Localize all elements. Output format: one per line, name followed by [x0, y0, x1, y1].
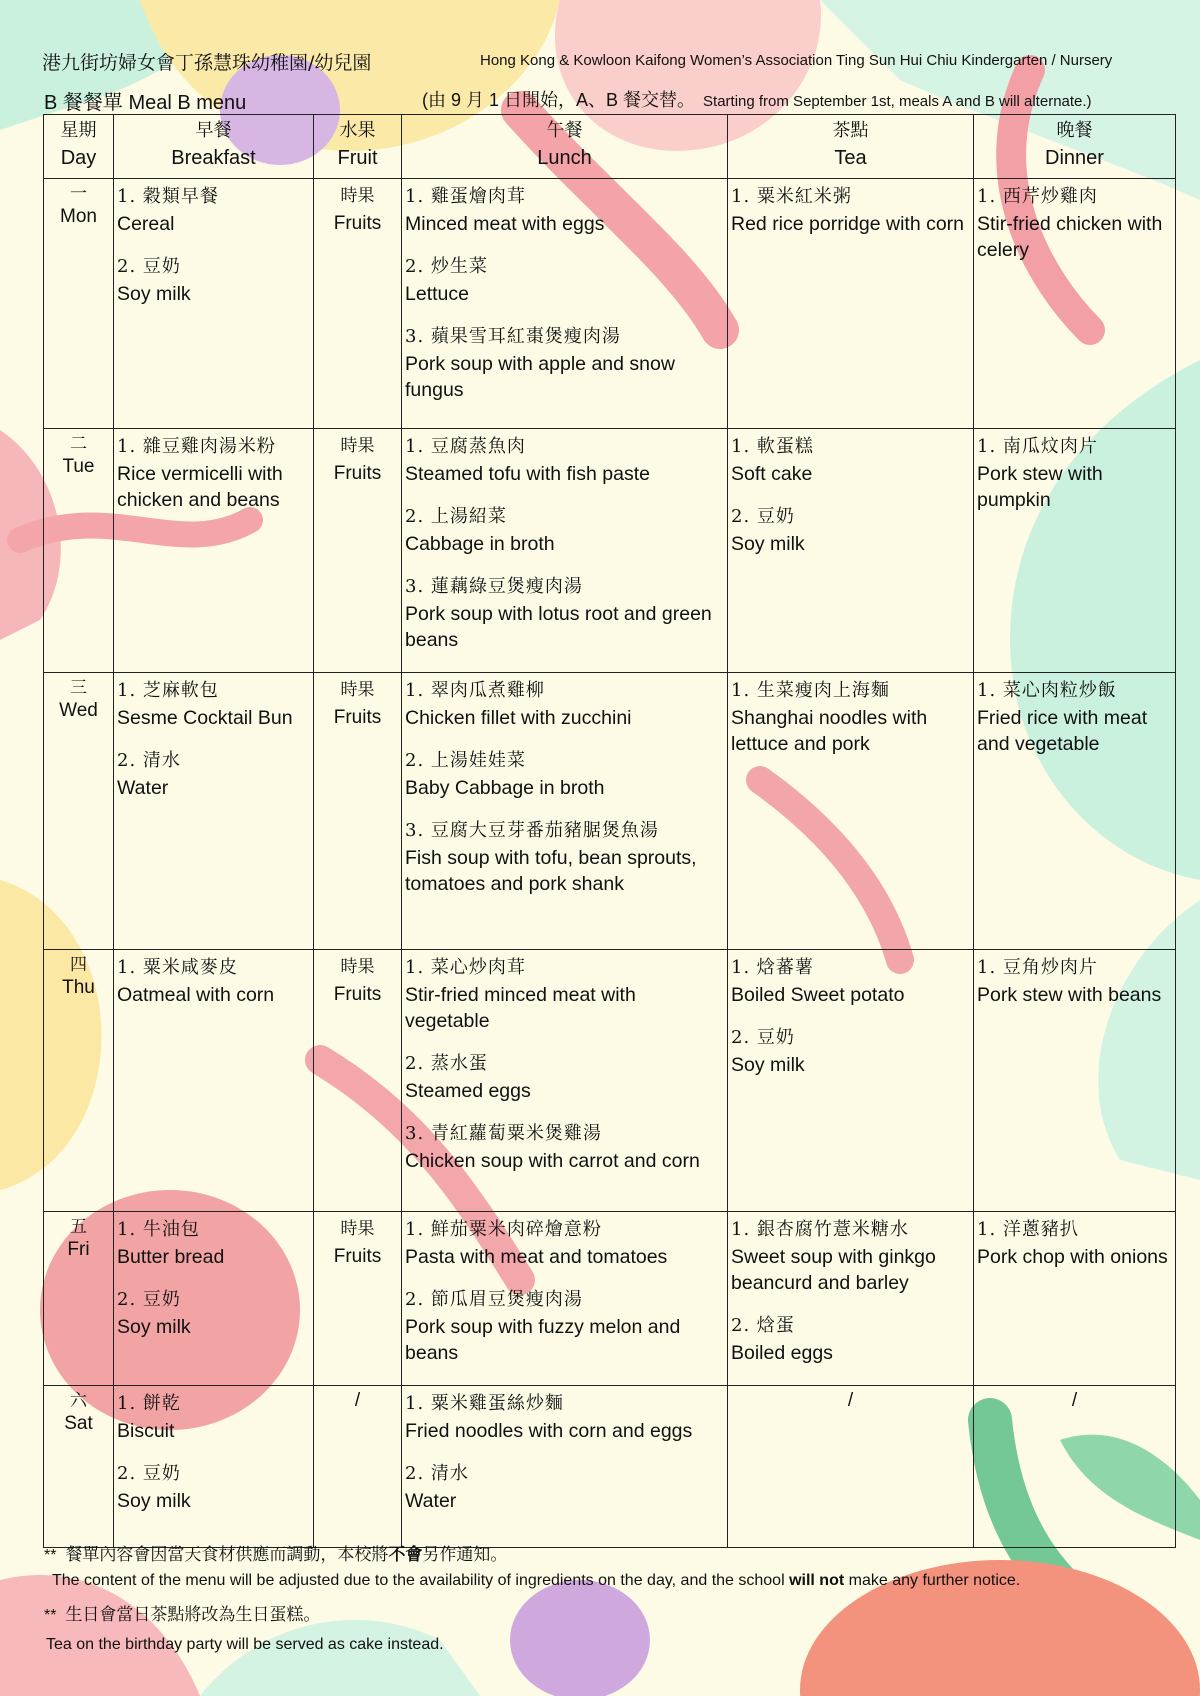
menu-item: [117, 1286, 310, 1340]
menu-item: [731, 1312, 970, 1366]
menu-item: [405, 1460, 724, 1514]
menu-item-en: Steamed tofu with fish paste: [405, 463, 650, 485]
menu-item-zh: 1. 雜豆雞肉湯米粉: [117, 436, 276, 457]
menu-item-zh: 2. 豆奶: [117, 1289, 181, 1310]
menu-item: [405, 1216, 724, 1270]
menu-item-zh: 3. 青紅蘿蔔粟米煲雞湯: [405, 1123, 602, 1144]
menu-item-zh: 1. 焓蕃薯: [731, 957, 814, 978]
meal-menu-table: [43, 114, 1176, 1548]
lunch-cell: [402, 429, 728, 673]
menu-item-zh: 2. 豆奶: [731, 506, 795, 527]
menu-item-en: Pork soup with lotus root and green beans: [405, 603, 712, 651]
day-cell: [44, 950, 114, 1212]
menu-title: B 餐餐單 Meal B menu: [44, 92, 247, 114]
col-header-dinner: [974, 115, 1176, 179]
fruit-cell: [314, 673, 402, 950]
day-row: [44, 950, 1176, 1212]
menu-item-en: Fried noodles with corn and eggs: [405, 1420, 693, 1442]
menu-item: [117, 1460, 310, 1514]
fruit-cell: [314, 1212, 402, 1386]
menu-item-zh: 1. 菜心肉粒炒飯: [977, 680, 1117, 701]
menu-item-zh: 1. 生菜瘦肉上海麵: [731, 680, 890, 701]
day-cell: [44, 179, 114, 429]
menu-item-en: Sesme Cocktail Bun: [117, 707, 293, 729]
menu-item-zh: 2. 豆奶: [117, 256, 181, 277]
menu-item-zh: 1. 銀杏腐竹薏米糖水: [731, 1219, 909, 1240]
menu-item-zh: 3. 蘋果雪耳紅棗煲瘦肉湯: [405, 326, 621, 347]
fruit-cell: [314, 1386, 402, 1548]
menu-item: [405, 253, 724, 307]
footer-note-1-zh-a: 餐單內容會因當天食材供應而調動，本校將: [65, 1545, 389, 1565]
menu-item-en: Stir-fried minced meat with vegetable: [405, 984, 636, 1032]
footer-note-1-zh-bold: 不會: [388, 1545, 423, 1565]
menu-item: [977, 677, 1172, 757]
menu-item-zh: 1. 餅乾: [117, 1393, 181, 1414]
menu-item-en: Shanghai noodles with lettuce and pork: [731, 707, 928, 755]
menu-item: [731, 677, 970, 757]
menu-item-en: Soy milk: [731, 1054, 805, 1076]
menu-item-zh: 1. 豆腐蒸魚肉: [405, 436, 526, 457]
menu-item: [731, 433, 970, 487]
menu-item: [117, 1216, 310, 1270]
menu-item-zh: 1. 南瓜炆肉片: [977, 436, 1098, 457]
menu-item: [405, 433, 724, 487]
menu-item-en: Pork soup with fuzzy melon and beans: [405, 1316, 681, 1364]
not-served-mark: /: [1071, 1390, 1078, 1411]
col-header-zh: 午餐: [546, 120, 583, 141]
footer-note-1-en-bold: will not: [789, 1572, 845, 1589]
menu-item-zh: 1. 牛油包: [117, 1219, 200, 1240]
fruit-cell: [314, 950, 402, 1212]
menu-item: [405, 323, 724, 403]
not-served-mark: /: [354, 1390, 361, 1411]
fruit-label-zh: 時果: [340, 436, 375, 456]
menu-item-zh: 1. 粟米紅米粥: [731, 186, 852, 207]
col-header-en: Breakfast: [171, 147, 256, 169]
menu-item: [117, 1390, 310, 1444]
menu-item-zh: 1. 芝麻軟包: [117, 680, 219, 701]
menu-item: [731, 183, 970, 237]
menu-item: [405, 1050, 724, 1104]
fruit-label-zh: 時果: [340, 1219, 375, 1239]
footer-note-2-en: Tea on the birthday party will be served as cake instead.: [46, 1636, 444, 1653]
footer-note-2-zh-text: 生日會當日茶點將改為生日蛋糕。: [65, 1605, 321, 1625]
menu-item-en: Cabbage in broth: [405, 533, 555, 555]
breakfast-cell: [114, 950, 314, 1212]
menu-item-zh: 2. 上湯紹菜: [405, 506, 507, 527]
menu-item-en: Fish soup with tofu, bean sprouts, tomatoes and pork shank: [405, 847, 697, 895]
menu-item: [977, 433, 1172, 513]
breakfast-cell: [114, 1386, 314, 1548]
menu-item-zh: 2. 焓蛋: [731, 1315, 795, 1336]
breakfast-cell: [114, 1212, 314, 1386]
menu-item-zh: 2. 清水: [405, 1463, 469, 1484]
day-label-en: Fri: [67, 1239, 90, 1260]
menu-item: [731, 1216, 970, 1296]
tea-cell: [728, 673, 974, 950]
lunch-cell: [402, 1386, 728, 1548]
col-header-zh: 水果: [339, 120, 376, 141]
col-header-en: Day: [60, 147, 97, 169]
day-cell: [44, 1212, 114, 1386]
menu-item: [405, 503, 724, 557]
menu-item-zh: 2. 清水: [117, 750, 181, 771]
lunch-cell: [402, 1212, 728, 1386]
menu-item: [977, 183, 1172, 263]
fruit-label-en: Fruits: [333, 984, 382, 1005]
alternation-note-en: Starting from September 1st, meals A and B will alternate.): [703, 93, 1092, 110]
tea-cell: [728, 1386, 974, 1548]
menu-item-zh: 2. 蒸水蛋: [405, 1053, 488, 1074]
menu-item-zh: 2. 豆奶: [117, 1463, 181, 1484]
dinner-cell: [974, 673, 1176, 950]
school-name-en: Hong Kong & Kowloon Kaifong Women’s Association Ting Sun Hui Chiu Kindergarten / Nursery: [480, 52, 1113, 69]
menu-item-en: Chicken fillet with zucchini: [405, 707, 632, 729]
menu-item-zh: 3. 豆腐大豆芽番茄豬腒煲魚湯: [405, 820, 659, 841]
col-header-en: Fruit: [337, 147, 378, 169]
menu-item-en: Cereal: [117, 213, 175, 235]
tea-cell: [728, 429, 974, 673]
menu-item-zh: 1. 翠肉瓜煮雞柳: [405, 680, 545, 701]
dinner-cell: [974, 179, 1176, 429]
menu-item-en: Lettuce: [405, 283, 469, 305]
lunch-cell: [402, 950, 728, 1212]
menu-item-en: Water: [405, 1490, 457, 1512]
menu-item-zh: 1. 粟米雞蛋絲炒麵: [405, 1393, 564, 1414]
menu-item: [977, 954, 1172, 1008]
col-header-en: Lunch: [537, 147, 592, 169]
footer-note-1-zh-c: 另作通知。: [422, 1545, 508, 1565]
menu-item-en: Pork chop with onions: [977, 1246, 1168, 1268]
col-header-zh: 星期: [60, 120, 97, 141]
day-cell: [44, 673, 114, 950]
breakfast-cell: [114, 429, 314, 673]
menu-item-en: Butter bread: [117, 1246, 225, 1268]
menu-item: [731, 1024, 970, 1078]
dinner-cell: [974, 950, 1176, 1212]
fruit-label-zh: 時果: [340, 957, 375, 977]
menu-item: [405, 817, 724, 897]
menu-item-zh: 1. 粟米咸麥皮: [117, 957, 238, 978]
day-cell: [44, 1386, 114, 1548]
day-label-zh: 六: [70, 1391, 87, 1411]
menu-item: [117, 433, 310, 513]
menu-item: [731, 954, 970, 1008]
day-label-en: Wed: [59, 700, 98, 721]
footer-note-1-en-c: make any further notice.: [844, 1572, 1021, 1589]
col-header-en: Tea: [834, 147, 867, 169]
menu-item-en: Pork soup with apple and snow fungus: [405, 353, 675, 401]
menu-item-zh: 1. 雞蛋燴肉茸: [405, 186, 526, 207]
menu-item-en: Red rice porridge with corn: [731, 213, 965, 235]
day-label-en: Thu: [62, 977, 95, 998]
fruit-label-en: Fruits: [333, 213, 382, 234]
fruit-label-en: Fruits: [333, 1246, 382, 1267]
menu-item: [405, 1390, 724, 1444]
menu-item-zh: 2. 炒生菜: [405, 256, 488, 277]
menu-item-en: Pork stew with beans: [977, 984, 1162, 1006]
day-label-en: Tue: [62, 456, 95, 477]
fruit-cell: [314, 429, 402, 673]
menu-item: [117, 183, 310, 237]
fruit-label-zh: 時果: [340, 186, 375, 206]
dinner-cell: [974, 1212, 1176, 1386]
menu-item: [405, 747, 724, 801]
menu-item-zh: 2. 上湯娃娃菜: [405, 750, 526, 771]
menu-item-zh: 2. 節瓜眉豆煲瘦肉湯: [405, 1289, 583, 1310]
day-row: [44, 179, 1176, 429]
day-row: [44, 673, 1176, 950]
day-label-zh: 二: [70, 434, 87, 454]
menu-item: [405, 183, 724, 237]
day-label-zh: 四: [70, 955, 87, 975]
menu-item-zh: 1. 軟蛋糕: [731, 436, 814, 457]
menu-item-en: Soy milk: [117, 1316, 191, 1338]
tea-cell: [728, 1212, 974, 1386]
menu-item: [117, 747, 310, 801]
day-cell: [44, 429, 114, 673]
footer-note-1-en: [52, 1572, 1020, 1590]
menu-item-en: Boiled Sweet potato: [731, 984, 905, 1006]
menu-item: [405, 677, 724, 731]
day-row: [44, 1212, 1176, 1386]
menu-item-zh: 2. 豆奶: [731, 1027, 795, 1048]
col-header-zh: 早餐: [195, 120, 232, 141]
day-label-zh: 五: [70, 1217, 87, 1237]
menu-item-en: Minced meat with eggs: [405, 213, 605, 235]
menu-item-en: Boiled eggs: [731, 1342, 833, 1364]
footer-note-1-zh: [44, 1540, 507, 1565]
header-row: [44, 115, 1176, 179]
menu-item-en: Soy milk: [117, 283, 191, 305]
breakfast-cell: [114, 673, 314, 950]
dinner-cell: [974, 429, 1176, 673]
menu-item-zh: 1. 菜心炒肉茸: [405, 957, 526, 978]
menu-item-en: Water: [117, 777, 169, 799]
menu-item: [731, 503, 970, 557]
school-name-zh: 港九街坊婦女會丁孫慧珠幼稚園/幼兒園: [42, 52, 372, 74]
col-header-zh: 晚餐: [1056, 120, 1093, 141]
dinner-cell: [974, 1386, 1176, 1548]
day-row: [44, 1386, 1176, 1548]
col-header-day: [44, 115, 114, 179]
tea-cell: [728, 950, 974, 1212]
col-header-zh: 茶點: [832, 120, 869, 141]
menu-item-en: Steamed eggs: [405, 1080, 531, 1102]
menu-item: [117, 253, 310, 307]
alternation-note: [422, 86, 1092, 115]
footer-note-2-zh: [44, 1600, 320, 1625]
menu-item-en: Rice vermicelli with chicken and beans: [117, 463, 283, 511]
menu-item-zh: 1. 豆角炒肉片: [977, 957, 1098, 978]
footer-note-2-mark: **: [44, 1607, 57, 1624]
footer-note-1-en-a: The content of the menu will be adjusted due to the availability of ingredients on the day, and the school: [52, 1572, 790, 1589]
col-header-tea: [728, 115, 974, 179]
menu-item: [977, 1216, 1172, 1270]
breakfast-cell: [114, 179, 314, 429]
menu-item-zh: 3. 蓮藕綠豆煲瘦肉湯: [405, 576, 583, 597]
menu-item: [117, 677, 310, 731]
menu-item: [117, 954, 310, 1008]
menu-item-en: Soy milk: [117, 1490, 191, 1512]
menu-item-en: Chicken soup with carrot and corn: [405, 1150, 700, 1172]
col-header-lunch: [402, 115, 728, 179]
menu-item-zh: 1. 穀類早餐: [117, 186, 219, 207]
menu-item-en: Pasta with meat and tomatoes: [405, 1246, 668, 1268]
menu-item-en: Baby Cabbage in broth: [405, 777, 605, 799]
menu-item-en: Fried rice with meat and vegetable: [977, 707, 1148, 755]
day-label-en: Sat: [64, 1413, 93, 1434]
fruit-label-en: Fruits: [333, 463, 382, 484]
day-row: [44, 429, 1176, 673]
col-header-fruit: [314, 115, 402, 179]
col-header-breakfast: [114, 115, 314, 179]
menu-item-en: Pork stew with pumpkin: [977, 463, 1103, 511]
menu-item: [405, 1120, 724, 1174]
menu-item: [405, 954, 724, 1034]
day-label-zh: 三: [70, 678, 87, 698]
fruit-label-en: Fruits: [333, 707, 382, 728]
fruit-cell: [314, 179, 402, 429]
fruit-label-zh: 時果: [340, 680, 375, 700]
menu-item-zh: 1. 鮮茄粟米肉碎燴意粉: [405, 1219, 602, 1240]
menu-item-en: Sweet soup with ginkgo beancurd and barley: [731, 1246, 936, 1294]
lunch-cell: [402, 179, 728, 429]
menu-item-en: Biscuit: [117, 1420, 175, 1442]
menu-item-en: Oatmeal with corn: [117, 984, 275, 1006]
tea-cell: [728, 179, 974, 429]
day-label-zh: 一: [70, 184, 87, 204]
alternation-note-zh: (由 9 月 1 日開始，A、B 餐交替。: [422, 90, 696, 110]
menu-item-en: Stir-fried chicken with celery: [977, 213, 1163, 261]
day-label-en: Mon: [60, 206, 97, 227]
menu-item-en: Soy milk: [731, 533, 805, 555]
footer-note-1-mark: **: [44, 1547, 57, 1564]
menu-item: [405, 573, 724, 653]
not-served-mark: /: [847, 1390, 854, 1411]
menu-item-zh: 1. 西芹炒雞肉: [977, 186, 1098, 207]
lunch-cell: [402, 673, 728, 950]
menu-item: [405, 1286, 724, 1366]
col-header-en: Dinner: [1045, 147, 1104, 169]
menu-item-zh: 1. 洋蔥豬扒: [977, 1219, 1079, 1240]
menu-item-en: Soft cake: [731, 463, 813, 485]
